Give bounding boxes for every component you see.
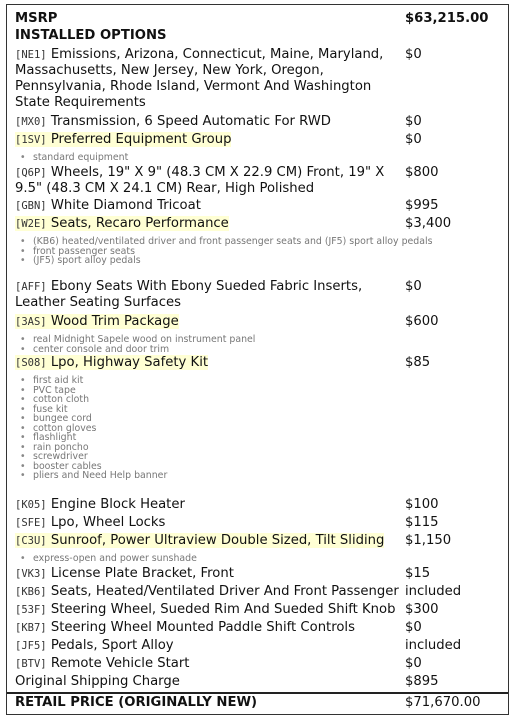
detail-item: • fuse kit [33,405,433,415]
option-row [15,114,502,130]
option-description: [MX0] Transmission, 6 Speed Automatic For RWD [15,114,331,129]
option-price: $600 [405,314,439,329]
option-row [15,656,502,672]
option-price: included [405,638,462,653]
option-price: $3,400 [405,216,452,231]
total-value: $71,670.00 [405,695,481,710]
option-row [15,638,502,654]
option-row [15,355,502,371]
option-details [15,554,433,564]
option-code: VK3 [21,568,41,580]
detail-item: • rain poncho [33,443,433,453]
option-code: 1SV [21,134,41,146]
option-name: Ebony Seats With Ebony Sueded Fabric Inserts, Leather Seating Surfaces [15,279,363,310]
option-code: C3U [21,535,41,547]
detail-item: • booster cables [33,462,433,472]
detail-item: • screwdriver [33,452,433,462]
option-row [15,620,502,636]
option-description: [53F] Steering Wheel, Sueded Rim And Sueded Shift Knob [15,602,396,617]
option-code: KB6 [21,586,41,598]
option-details [15,237,433,266]
option-row [15,602,502,618]
option-name: Sunroof, Power Ultraview Double Sized, Tilt Sliding [50,533,385,548]
detail-item: • standard equipment [33,153,433,163]
detail-item: • first aid kit [33,376,433,386]
option-code: AFF [21,281,41,293]
option-price: $85 [405,355,431,370]
option-description: [K05] Engine Block Heater [15,497,185,512]
detail-item: • express-open and power sunshade [33,554,433,564]
option-details [15,153,433,163]
option-name: Emissions, Arizona, Connecticut, Maine, Maryland, Massachusetts, New Jersey, New York, Oregon, Pennsylvania, Rhode Island, Vermont And Washington State Requirements [15,47,384,110]
option-details [15,335,433,354]
installed-options-title: INSTALLED OPTIONS [15,28,167,43]
option-price: $1,150 [405,533,452,548]
option-price: $0 [405,279,422,294]
option-details [15,376,433,481]
option-name: Wood Trim Package [50,314,179,329]
total-label: RETAIL PRICE (ORIGINALLY NEW) [15,695,258,710]
option-name: Steering Wheel, Sueded Rim And Sueded Shift Knob [50,602,396,617]
option-name: Wheels, 19" X 9" (48.3 CM X 22.9 CM) Front, 19" X 9.5" (48.3 CM X 24.1 CM) Rear, High Polished [15,165,385,196]
option-description: [KB6] Seats, Heated/Ventilated Driver And Front Passenger [15,584,399,599]
option-code: 53F [21,604,41,616]
option-code: GBN [21,200,41,212]
option-price: $0 [405,620,422,635]
option-row [15,314,502,330]
detail-item: • bungee cord [33,414,433,424]
detail-item: • center console and door trim [33,345,433,355]
option-price: $0 [405,47,422,62]
shipping-value: $895 [405,674,439,689]
detail-item: • cotton gloves [33,424,433,434]
msrp-row [15,11,502,27]
option-price: $0 [405,132,422,147]
option-price: included [405,584,462,599]
option-name: Lpo, Highway Safety Kit [50,355,209,370]
option-price: $300 [405,602,439,617]
option-code: BTV [21,658,41,670]
option-name: Remote Vehicle Start [50,656,190,671]
shipping-label: Original Shipping Charge [15,674,180,689]
option-description: [S08] Lpo, Highway Safety Kit [15,355,209,370]
option-name: White Diamond Tricoat [50,198,201,213]
option-row [15,216,502,232]
option-description: [GBN] White Diamond Tricoat [15,198,201,213]
option-code: NE1 [21,49,41,61]
option-description: [C3U] Sunroof, Power Ultraview Double Sized, Tilt Sliding [15,533,385,548]
option-row [15,198,502,214]
option-code: SFE [21,517,41,529]
detail-item: • cotton cloth [33,395,433,405]
option-name: Transmission, 6 Speed Automatic For RWD [50,114,331,129]
option-description: [W2E] Seats, Recaro Performance [15,216,229,231]
option-row [15,132,502,148]
option-price: $115 [405,515,439,530]
detail-item: • front passenger seats [33,247,433,257]
option-code: MX0 [21,116,41,128]
option-code: KB7 [21,622,41,634]
option-row [15,279,502,311]
total-row [15,695,502,711]
option-row [15,515,502,531]
option-name: Seats, Recaro Performance [50,216,229,231]
option-description: [SFE] Lpo, Wheel Locks [15,515,166,530]
option-description: [1SV] Preferred Equipment Group [15,132,232,147]
section-title-row [15,28,502,44]
option-name: Steering Wheel Mounted Paddle Shift Controls [50,620,355,635]
window-sticker [6,4,509,715]
option-name: Lpo, Wheel Locks [50,515,166,530]
option-row [15,584,502,600]
detail-item: • flashlight [33,433,433,443]
option-name: Pedals, Sport Alloy [50,638,174,653]
option-row [15,533,502,549]
option-code: S08 [21,357,41,369]
option-description: [VK3] License Plate Bracket, Front [15,566,234,581]
detail-item: • PVC tape [33,386,433,396]
option-description: [JF5] Pedals, Sport Alloy [15,638,174,653]
option-code: Q6P [21,167,41,179]
option-price: $0 [405,114,422,129]
msrp-value: $63,215.00 [405,11,489,26]
option-price: $15 [405,566,431,581]
option-description: [AFF] Ebony Seats With Ebony Sueded Fabric Inserts, Leather Seating Surfaces [15,279,363,310]
option-price: $0 [405,656,422,671]
option-name: Preferred Equipment Group [50,132,232,147]
option-description: [Q6P] Wheels, 19" X 9" (48.3 CM X 22.9 CM) Front, 19" X 9.5" (48.3 CM X 24.1 CM) Rear, High Polished [15,165,385,196]
option-price: $995 [405,198,439,213]
option-code: 3AS [21,316,41,328]
option-description: [BTV] Remote Vehicle Start [15,656,190,671]
option-row [15,497,502,513]
detail-item: • (KB6) heated/ventilated driver and front passenger seats and (JF5) sport alloy pedals [33,237,433,247]
detail-item: • (JF5) sport alloy pedals [33,256,433,266]
option-price: $800 [405,165,439,180]
detail-item: • real Midnight Sapele wood on instrument panel [33,335,433,345]
total-divider [7,692,508,694]
option-price: $100 [405,497,439,512]
option-code: W2E [21,218,41,230]
option-description: [3AS] Wood Trim Package [15,314,179,329]
option-row [15,165,502,197]
option-row [15,566,502,582]
shipping-row [15,674,502,690]
option-name: Engine Block Heater [50,497,185,512]
msrp-label: MSRP [15,11,58,26]
option-code: K05 [21,499,41,511]
option-name: Seats, Heated/Ventilated Driver And Front Passenger [50,584,399,599]
option-code: JF5 [21,640,41,652]
option-description: [NE1] Emissions, Arizona, Connecticut, Maine, Maryland, Massachusetts, New Jersey, New York, Oregon, Pennsylvania, Rhode Island, Vermont And Washington State Requirements [15,47,384,110]
option-name: License Plate Bracket, Front [50,566,234,581]
detail-item: • pliers and Need Help banner [33,471,433,481]
option-description: [KB7] Steering Wheel Mounted Paddle Shift Controls [15,620,355,635]
option-row [15,47,502,111]
